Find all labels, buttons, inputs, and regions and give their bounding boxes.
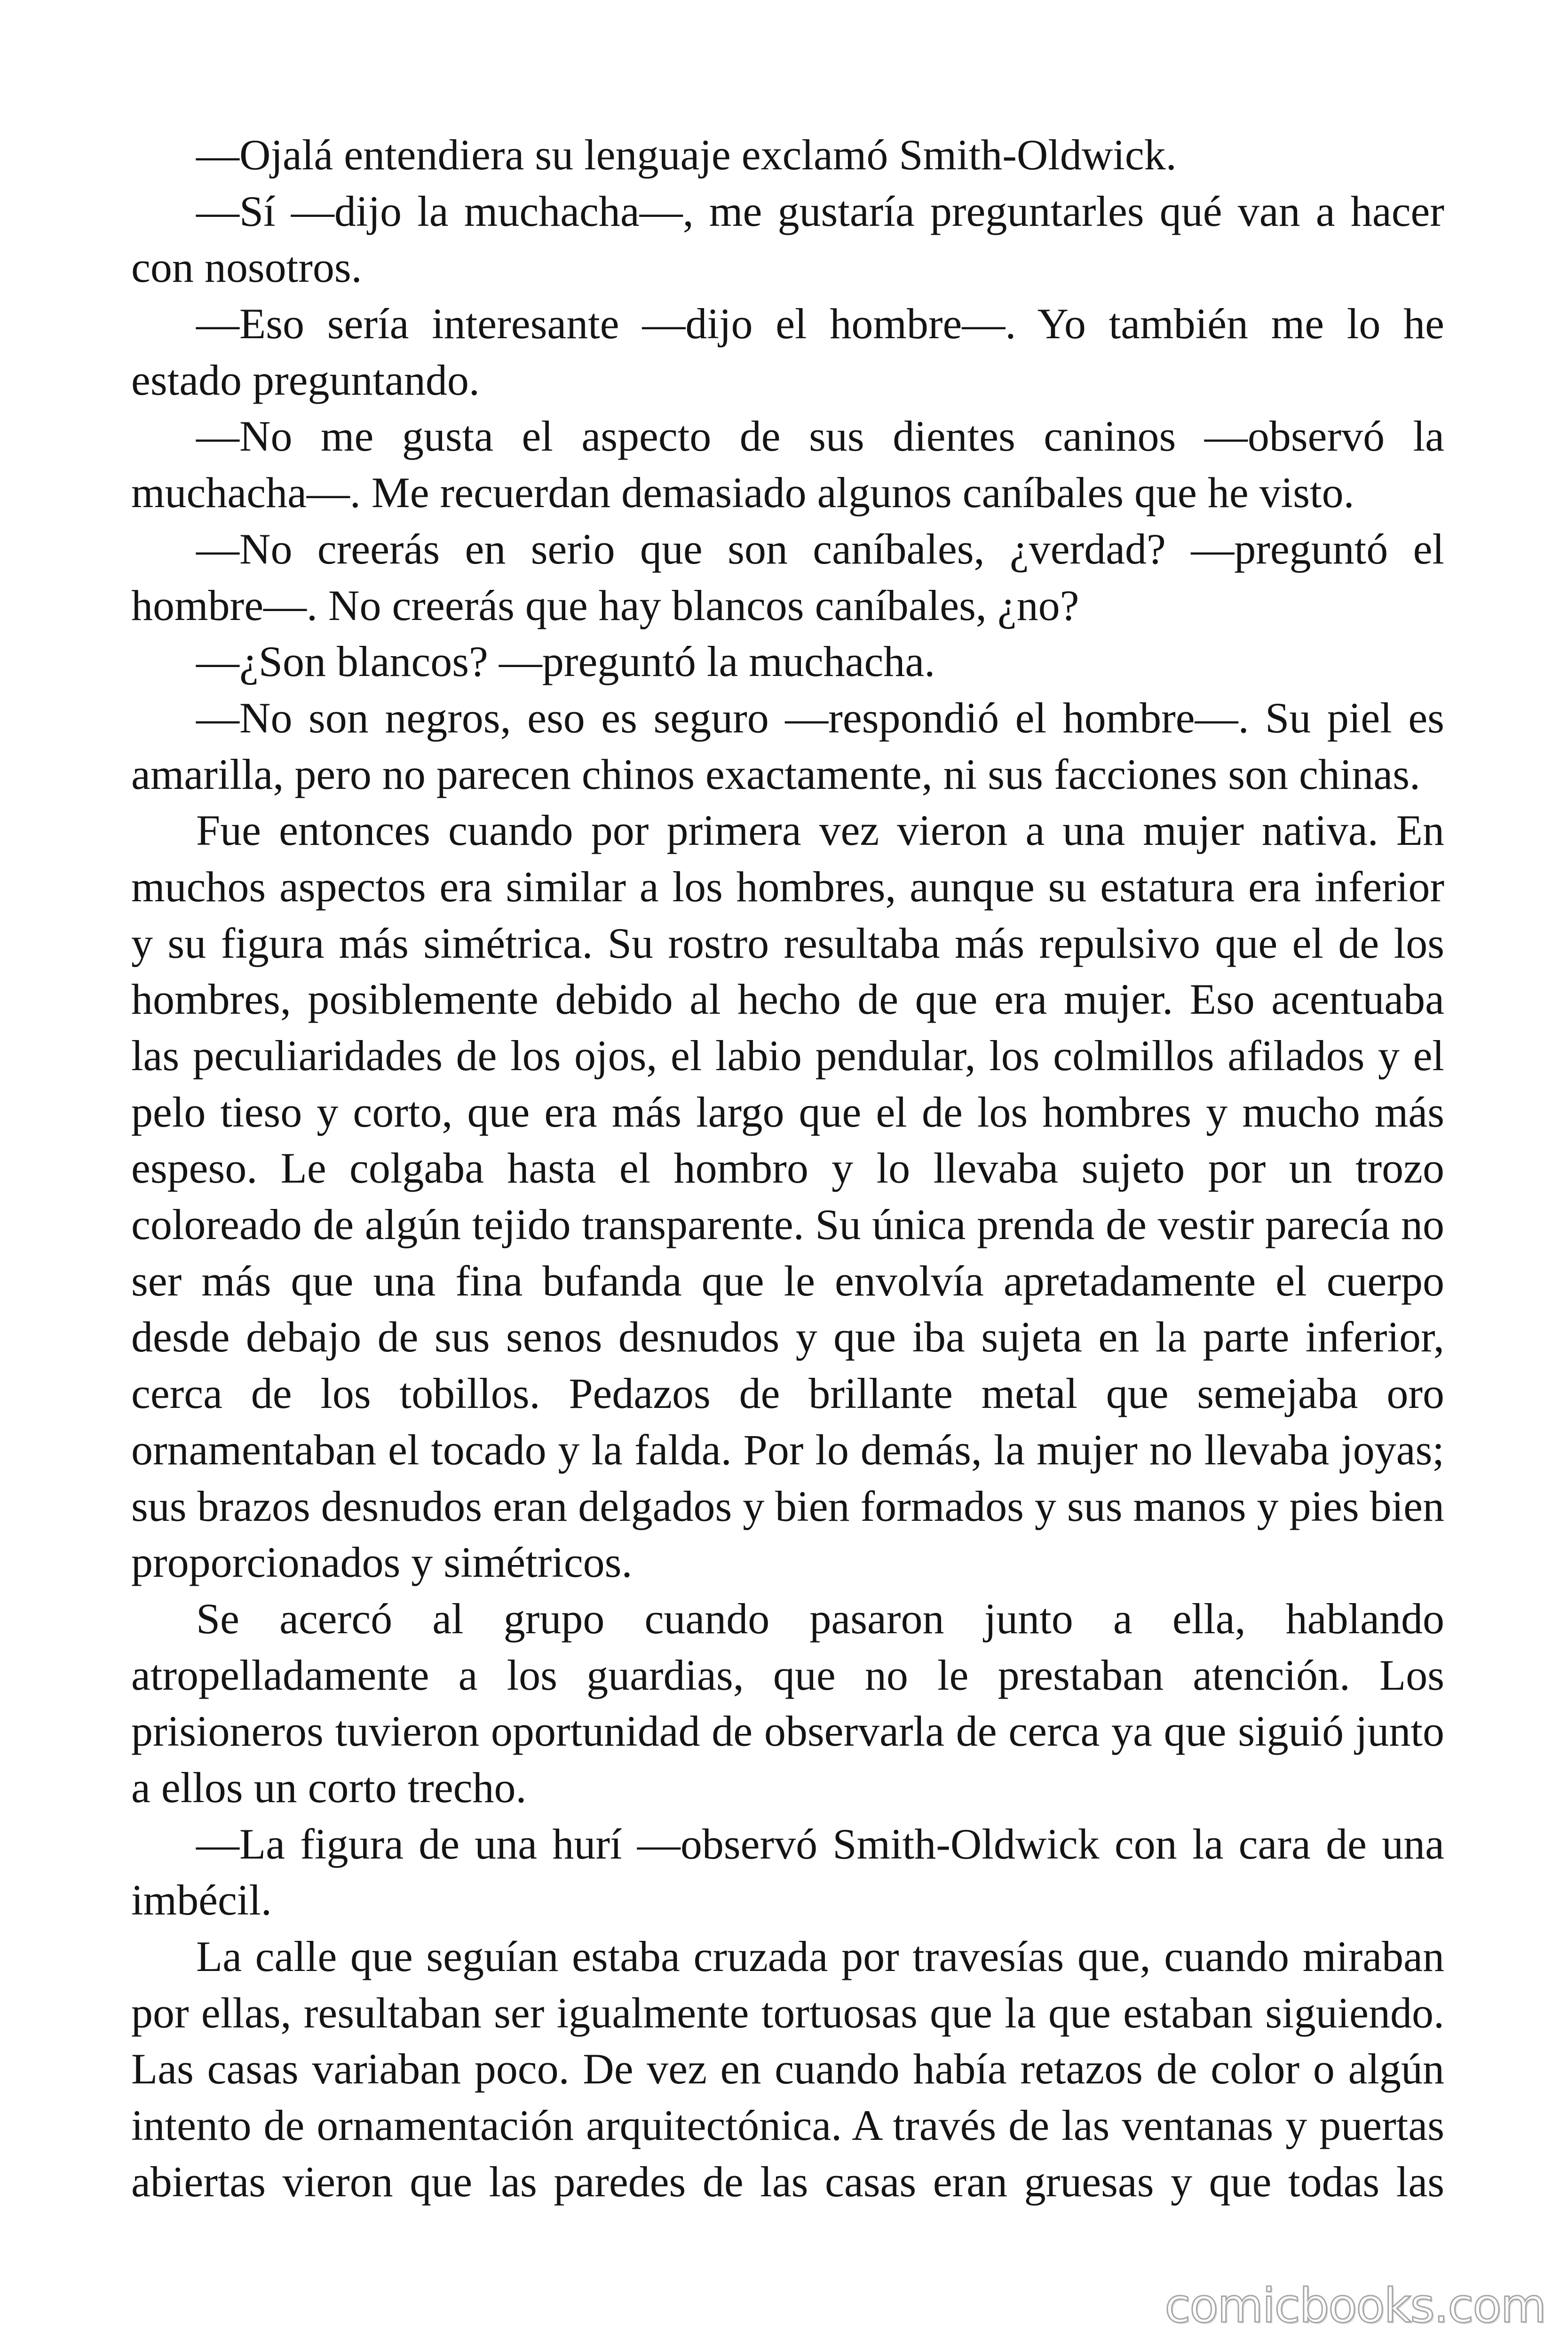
text-line: muchacha—. Me recuerdan demasiado algunos caníbales que he visto. [131,469,1354,517]
text-line: ser más que una fina bufanda que le envolvía apretadamente el cuerpo [131,1256,1444,1305]
paragraph [131,634,1444,690]
paragraph [131,803,1444,1591]
text-line: La calle que seguían estaba cruzada por travesías que, cuando miraban [196,1932,1444,1980]
text-line: y su figura más simétrica. Su rostro resultaba más repulsivo que el de los [131,919,1444,967]
text-line: las peculiaridades de los ojos, el labio pendular, los colmillos afilados y el [131,1032,1444,1080]
text-line: hombre—. No creerás que hay blancos caníbales, ¿no? [131,581,1079,629]
paragraph [131,296,1444,408]
paragraph [131,127,1444,183]
text-line: por ellas, resultaban ser igualmente tortuosas que la que estaban siguiendo. [131,1988,1444,2037]
text-line: —Sí —dijo la muchacha—, me gustaría preguntarles qué van a hacer [196,187,1444,235]
text-line: ornamentaban el tocado y la falda. Por lo demás, la mujer no llevaba joyas; [131,1425,1444,1474]
paragraph [131,521,1444,634]
text-line: coloreado de algún tejido transparente. Su única prenda de vestir parecía no [131,1200,1444,1249]
text-line: pelo tieso y corto, que era más largo que el de los hombres y mucho más [131,1088,1444,1136]
body-text [131,127,1444,2210]
paragraph [131,1591,1444,1816]
text-line: —Ojalá entendiera su lenguaje exclamó Smith-Oldwick. [196,131,1177,179]
text-line: —Eso sería interesante —dijo el hombre—. Yo también me lo he [196,300,1444,348]
text-line: —No creerás en serio que son caníbales, ¿verdad? —preguntó el [196,524,1444,573]
text-line: cerca de los tobillos. Pedazos de brillante metal que semejaba oro [131,1369,1444,1418]
text-line: —¿Son blancos? —preguntó la muchacha. [196,637,935,686]
text-line: abiertas vieron que las paredes de las casas eran gruesas y que todas las [131,2157,1444,2206]
text-line: Se acercó al grupo cuando pasaron junto a ella, hablando [196,1594,1444,1643]
text-line: —La figura de una hurí —observó Smith-Oldwick con la cara de una [196,1820,1444,1868]
text-line: prisioneros tuvieron oportunidad de observarla de cerca ya que siguió junto [131,1707,1444,1756]
paragraph [131,1816,1444,1929]
text-line: Las casas variaban poco. De vez en cuando había retazos de color o algún [131,2045,1444,2093]
text-line: —No son negros, eso es seguro —respondió el hombre—. Su piel es [196,693,1444,742]
text-line: estado preguntando. [131,356,480,404]
text-line: desde debajo de sus senos desnudos y que iba sujeta en la parte inferior, [131,1313,1444,1361]
text-line: con nosotros. [131,243,362,292]
text-line: hombres, posiblemente debido al hecho de que era mujer. Eso acentuaba [131,975,1444,1024]
text-line: —No me gusta el aspecto de sus dientes caninos —observó la [196,412,1444,461]
watermark: comicbooks.com [1164,2278,1545,2333]
paragraph [131,408,1444,521]
text-line: imbécil. [131,1876,272,1924]
text-line: muchos aspectos era similar a los hombres, aunque su estatura era inferior [131,862,1444,911]
text-line: sus brazos desnudos eran delgados y bien formados y sus manos y pies bien [131,1482,1444,1530]
text-line: intento de ornamentación arquitectónica. A través de las ventanas y puertas [131,2101,1444,2150]
text-line: Fue entonces cuando por primera vez vieron a una mujer nativa. En [196,806,1444,855]
text-line: atropelladamente a los guardias, que no le prestaban atención. Los [131,1651,1444,1699]
text-line: proporcionados y simétricos. [131,1538,633,1587]
paragraph [131,1929,1444,2210]
paragraph [131,183,1444,296]
text-line: espeso. Le colgaba hasta el hombro y lo llevaba sujeto por un trozo [131,1144,1444,1192]
paragraph [131,690,1444,803]
text-line: a ellos un corto trecho. [131,1763,527,1812]
text-line: amarilla, pero no parecen chinos exactamente, ni sus facciones son chinas. [131,750,1421,798]
